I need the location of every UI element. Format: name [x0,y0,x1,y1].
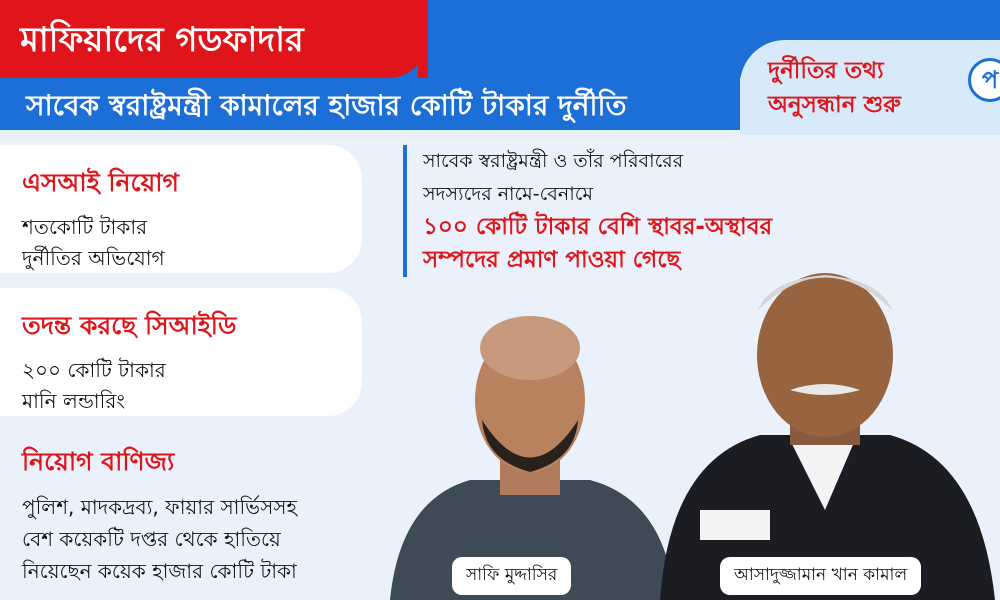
info-panel-cid-probe [0,288,362,416]
claim-highlight-line: সম্পদের প্রমাণ পাওয়া গেছে [423,247,681,273]
publication-logo-icon: প [968,58,1000,102]
claim-line: সদস্যদের নামে-বেনামে [423,183,593,205]
panel-line: নিয়েছেন কয়েক হাজার কোটি টাকা [22,559,297,583]
investigation-line-1: দুর্নীতির তথ্য [768,58,884,84]
panel-line: পুলিশ, মাদকদ্রব্য, ফায়ার সার্ভিসসহ [22,495,298,519]
caption-kamal-text: আসাদুজ্জামান খান কামাল [734,565,908,585]
panel-heading: এসআই নিয়োগ [22,168,179,197]
panel-heading: তদন্ত করছে সিআইডি [22,311,237,340]
panel-line: মানি লন্ডারিং [22,389,125,413]
panel-line: শতকোটি টাকার [22,215,148,239]
panel-line: ২০০ কোটি টাকার [22,358,166,382]
panel-line: বেশ কয়েকটি দপ্তর থেকে হাতিয়ে [22,527,281,551]
investigation-line-2: অনুসন্ধান শুরু [768,92,901,118]
headline-subtitle: সাবেক স্বরাষ্ট্রমন্ত্রী কামালের হাজার কোটি টাকার দুর্নীতি [26,89,627,122]
caption-kamal [720,557,921,595]
claim-line: সাবেক স্বরাষ্ট্রমন্ত্রী ও তাঁর পরিবারের [423,150,684,172]
headline-red-banner [0,0,428,78]
panel-heading: নিয়োগ বাণিজ্য [22,447,175,476]
caption-safi [452,557,571,595]
portrait-kamal-photo [640,250,1000,600]
info-panel-si-recruitment [0,145,362,273]
panel-line: দুর্নীতির অভিযোগ [22,246,165,270]
headline-title: মাফিয়াদের গডফাদার [20,20,304,60]
subtitle-blue-band [0,78,740,130]
info-panel-recruitment-trade [0,430,380,600]
claim-highlight-line: ১০০ কোটি টাকার বেশি স্থাবর-অস্থাবর [423,214,773,240]
caption-safi-text: সাফি মুদ্দাসির [466,565,558,585]
portrait-safi-photo [380,290,680,600]
investigation-callout [740,40,1000,135]
